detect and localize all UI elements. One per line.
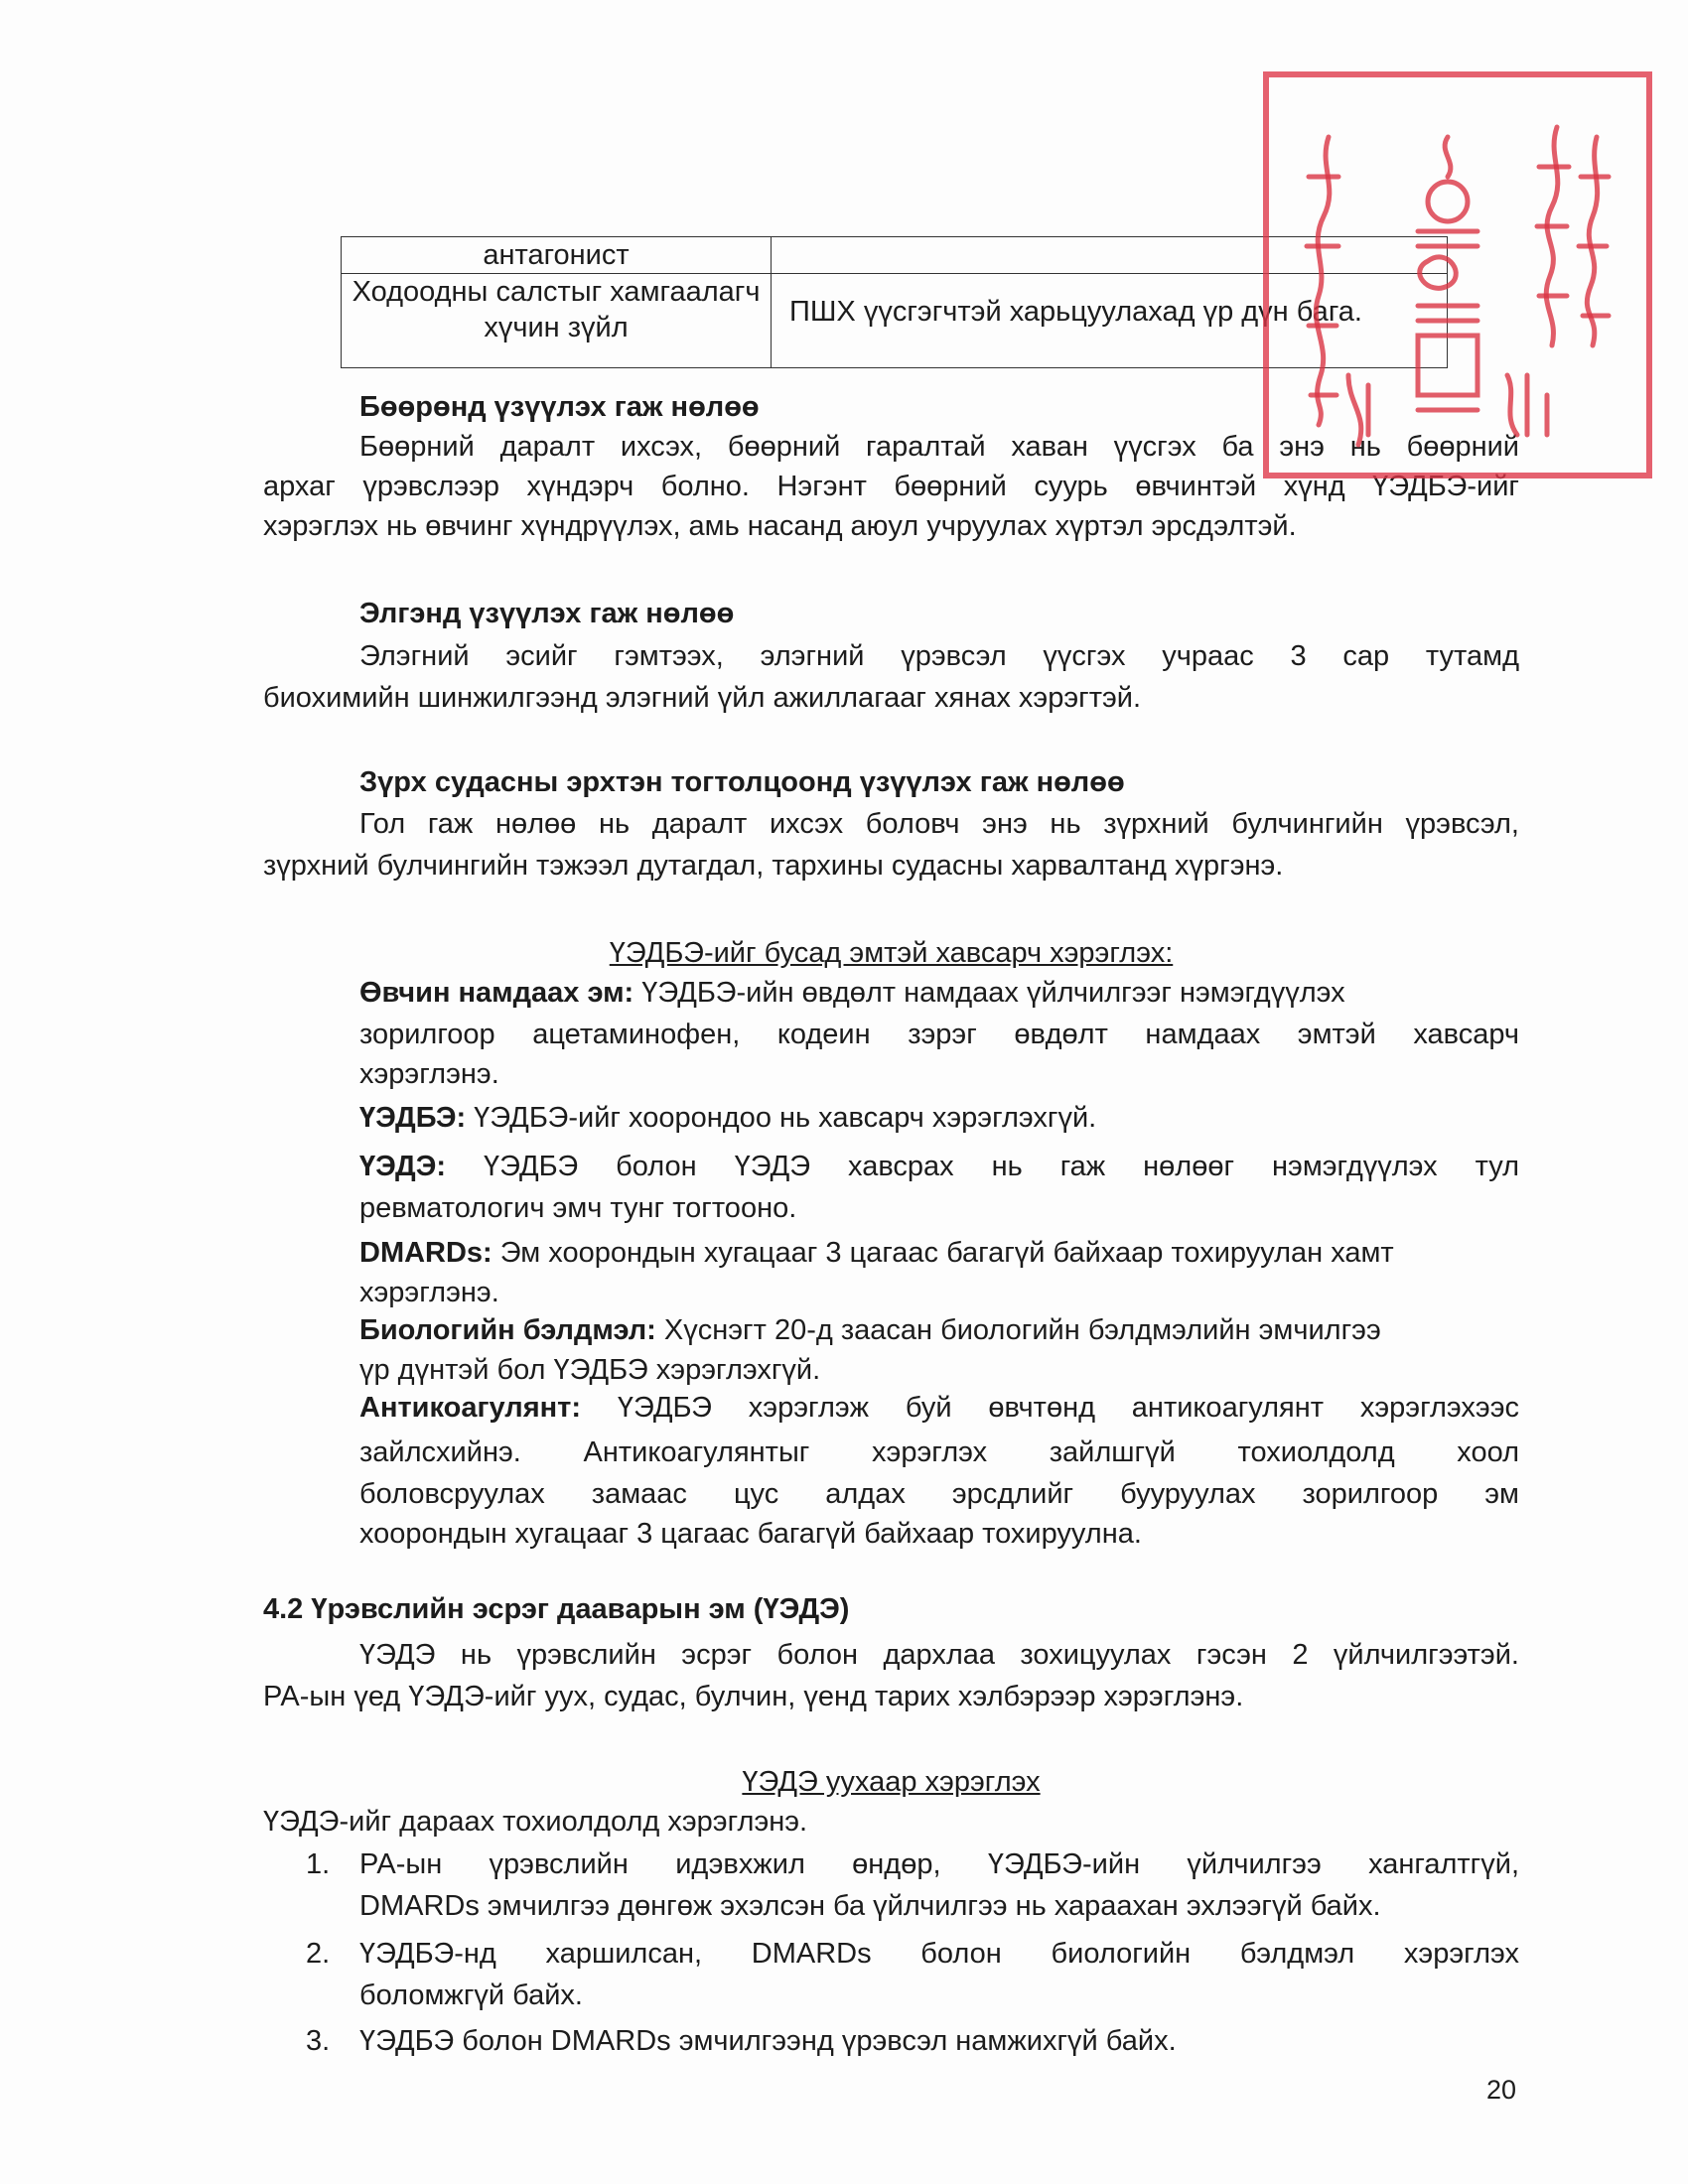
liver-heading: Элгэнд үзүүлэх гаж нөлөө xyxy=(359,598,735,629)
combo-item-label: ҮЭДЭ: xyxy=(359,1151,446,1182)
combo-item-label: Өвчин намдаах эм: xyxy=(359,977,634,1009)
list-item-text: ҮЭДБЭ болон DMARDs эмчилгээнд үрэвсэл намжихгүй байх. xyxy=(359,2025,1177,2057)
kidney-line: Бөөрний даралт ихсэх, бөөрний гаралтай хаван үүсгэх ба энэ нь бөөрний xyxy=(359,431,1519,463)
cardio-heading: Зүрх судасны эрхтэн тогтолцоонд үзүүлэх гаж нөлөө xyxy=(359,766,1125,798)
cardio-line: зүрхний булчингийн тэжээл дутагдал, тархины судасны харвалтанд хүргэнэ. xyxy=(263,850,1284,882)
combo-item-text: ҮЭДБЭ болон ҮЭДЭ хавсрах нь гаж нөлөөг нэмэгдүүлэх тул xyxy=(483,1151,1519,1182)
combo-item xyxy=(359,973,1345,1013)
section-line: РА-ын үед ҮЭДЭ-ийг уух, судас, булчин, үенд тарих хэлбэрээр хэрэглэнэ. xyxy=(263,1681,1244,1712)
table-cell: Ходоодны салстыг хамгаалагч хүчин зүйл xyxy=(342,274,772,368)
combo-item-label: Антикоагулянт: xyxy=(359,1392,582,1424)
combo-item-text: ҮЭДБЭ-ийг хоорондоо нь хавсарч хэрэглэхгүй. xyxy=(474,1102,1097,1134)
combo-item-text: хоорондын хугацааг 3 цагаас багагүй байхаар тохируулна. xyxy=(359,1518,1142,1550)
official-stamp xyxy=(1263,71,1652,478)
list-item-text: боломжгүй байх. xyxy=(359,1979,583,2011)
combo-item-label: DMARDs: xyxy=(359,1237,492,1269)
combo-heading: ҮЭДБЭ-ийг бусад эмтэй хавсарч хэрэглэх: xyxy=(609,937,1174,969)
combo-item xyxy=(359,1388,1519,1428)
list-number: 3. xyxy=(306,2025,331,2057)
liver-line: биохимийн шинжилгээнд элэгний үйл ажиллагааг хянах хэрэгтэй. xyxy=(263,682,1142,714)
section-heading: 4.2 Үрэвслийн эсрэг даавaрын эм (ҮЭДЭ) xyxy=(263,1593,850,1625)
combo-item-label: ҮЭДБЭ: xyxy=(359,1102,467,1134)
kidney-line: хэрэглэх нь өвчинг хүндрүүлэх, амь насанд аюул учруулах хүртэл эрсдэлтэй. xyxy=(263,510,1297,542)
list-item-text: DMARDs эмчилгээ дөнгөж эхэлсэн ба үйлчилгээ нь хараахан эхлээгүй байх. xyxy=(359,1890,1381,1922)
combo-item-text: ҮЭДБЭ-ийн өвдөлт намдаах үйлчилгээг нэмэгдүүлэх xyxy=(641,977,1345,1009)
stamp-seal-graphic xyxy=(1269,77,1646,473)
table-cell: антагонист xyxy=(342,237,772,274)
combo-item-text: боловсруулах замаас цус алдах эрсдлийг бууруулах зорилгоор эм xyxy=(359,1478,1519,1510)
list-number: 2. xyxy=(306,1938,331,1970)
combo-item xyxy=(359,1098,1096,1138)
combo-item xyxy=(359,1310,1381,1350)
list-item-text: ҮЭДБЭ-нд харшилсан, DMARDs болон биологийн бэлдмэл хэрэглэх xyxy=(359,1938,1519,1970)
page-number: 20 xyxy=(1486,2075,1517,2105)
combo-item-text: ревматологич эмч тунг тогтооно. xyxy=(359,1192,797,1224)
combo-item-text: зорилгоор ацетаминофен, кодеин зэрэг өвдөлт намдаах эмтэй хавсарч xyxy=(359,1019,1519,1050)
combo-item xyxy=(359,1147,1519,1186)
liver-line: Элэгний эсийг гэмтээх, элэгний үрэвсэл үүсгэх учраас 3 сар тутамд xyxy=(359,640,1519,672)
section-line: ҮЭДЭ нь үрэвслийн эсрэг болон дархлаа зохицуулах гэсэн 2 үйлчилгээтэй. xyxy=(359,1639,1519,1671)
combo-item-text: ҮЭДБЭ хэрэглэж буй өвчтөнд антикоагулянт хэрэглэхээс xyxy=(617,1392,1519,1424)
combo-item xyxy=(359,1233,1394,1273)
combo-item-text: Эм хоорондын хугацааг 3 цагаас багагүй байхаар тохируулан хамт xyxy=(499,1237,1394,1269)
oral-intro: ҮЭДЭ-ийг дараах тохиолдолд хэрэглэнэ. xyxy=(263,1806,808,1838)
cardio-line: Гол гаж нөлөө нь даралт ихсэх боловч энэ нь зүрхний булчингийн үрэвсэл, xyxy=(359,808,1519,840)
kidney-line: архаг үрэвслээр хүндэрч болно. Нэгэнт бөөрний суурь өвчинтэй хүнд ҮЭДБЭ-ийг xyxy=(263,471,1519,502)
table-cell: ПШХ үүсгэгчтэй харьцуулахад үр дүн бага. xyxy=(772,274,1448,368)
list-item-text: РА-ын үрэвслийн идэвхжил өндөр, ҮЭДБЭ-ийн үйлчилгээ хангалтгүй, xyxy=(359,1848,1519,1880)
combo-item-text: хэрэглэнэ. xyxy=(359,1277,499,1308)
combo-item-label: Биологийн бэлдмэл: xyxy=(359,1314,656,1346)
combo-item-text: үр дүнтэй бол ҮЭДБЭ хэрэглэхгүй. xyxy=(359,1354,821,1386)
oral-heading: ҮЭДЭ уухаар хэрэглэх xyxy=(742,1766,1041,1798)
combo-item-text: Хүснэгт 20-д заасан биологийн бэлдмэлийн эмчилгээ xyxy=(663,1314,1381,1346)
combo-item-text: хэрэглэнэ. xyxy=(359,1058,499,1090)
list-number: 1. xyxy=(306,1848,331,1880)
combo-item-text: зайлсхийнэ. Антикоагулянтыг хэрэглэх зайлшгүй тохиолдолд хоол xyxy=(359,1436,1519,1468)
kidney-heading: Бөөрөнд үзүүлэх гаж нөлөө xyxy=(359,391,760,423)
